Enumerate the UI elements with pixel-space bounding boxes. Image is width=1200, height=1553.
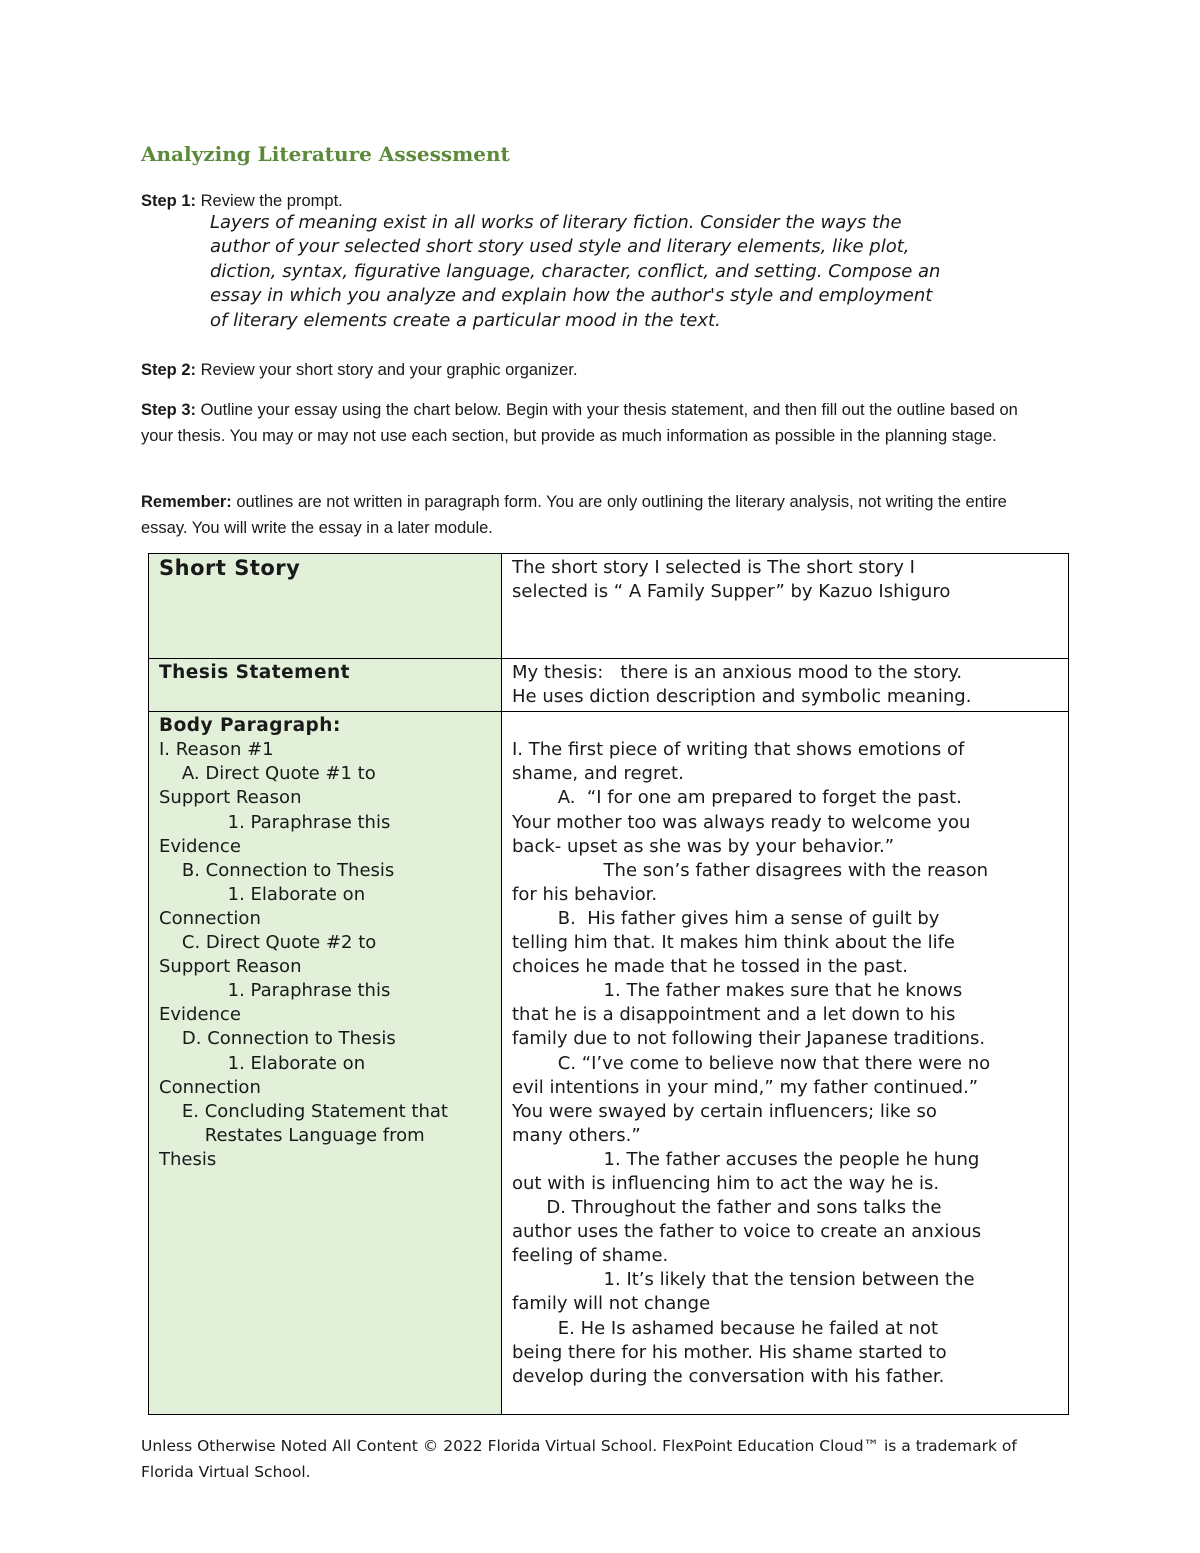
step-2-text: Review your short story and your graphic organizer. bbox=[196, 361, 578, 379]
step-1-text: Review the prompt. bbox=[196, 192, 343, 210]
prompt-line: Layers of meaning exist in all works of literary fiction. Consider the ways the bbox=[210, 212, 902, 233]
thesis-answer-line: My thesis: there is an anxious mood to the story. bbox=[512, 662, 963, 683]
response-line: that he is a disappointment and a let down to his bbox=[512, 1004, 956, 1026]
outline-line: Evidence bbox=[159, 835, 241, 857]
copyright-footer: Unless Otherwise Noted All Content © 2022 Florida Virtual School. FlexPoint Education Cloud™ is a trademark of Florida Virtual School. bbox=[141, 1437, 1017, 1481]
outline-line: Connection bbox=[159, 1076, 261, 1098]
response-line: evil intentions in your mind,” my father continued.” bbox=[512, 1076, 979, 1098]
body-paragraph-label: Body Paragraph: bbox=[159, 715, 341, 737]
spacer-line bbox=[512, 714, 1058, 738]
response-line: A. “I for one am prepared to forget the past. bbox=[512, 787, 962, 809]
outline-line: Restates Language from bbox=[159, 1124, 425, 1146]
outline-line: Support Reason bbox=[159, 956, 302, 978]
response-line: C. “I’ve come to believe now that there were no bbox=[512, 1052, 991, 1074]
body-response-cell bbox=[502, 712, 1069, 1415]
response-line: being there for his mother. His shame started to bbox=[512, 1341, 947, 1363]
remember-label: Remember: bbox=[141, 493, 232, 511]
response-line: B. His father gives him a sense of guilt by bbox=[512, 907, 940, 929]
response-line: feeling of shame. bbox=[512, 1245, 669, 1267]
step-3-label: Step 3: bbox=[141, 401, 197, 419]
response-line: 1. The father accuses the people he hung bbox=[512, 1148, 980, 1170]
outline-line: C. Direct Quote #2 to bbox=[159, 932, 377, 954]
response-line: You were swayed by certain influencers; like so bbox=[512, 1100, 937, 1122]
response-line: The son’s father disagrees with the reason bbox=[512, 859, 988, 881]
short-story-label: Short Story bbox=[159, 556, 301, 580]
response-line: for his behavior. bbox=[512, 883, 658, 905]
short-story-label-cell bbox=[149, 554, 502, 659]
short-story-answer-cell bbox=[502, 554, 1069, 659]
thesis-label: Thesis Statement bbox=[159, 662, 351, 683]
thesis-answer-cell bbox=[502, 659, 1069, 712]
step-1-label: Step 1: bbox=[141, 192, 197, 210]
outline-line: Thesis bbox=[159, 1148, 217, 1170]
outline-line: D. Connection to Thesis bbox=[159, 1028, 396, 1050]
outline-line: B. Connection to Thesis bbox=[159, 859, 395, 881]
thesis-row bbox=[149, 659, 1069, 712]
response-line: out with is influencing him to act the way he is. bbox=[512, 1172, 940, 1194]
prompt-line: of literary elements create a particular mood in the text. bbox=[210, 309, 721, 331]
step-2-label: Step 2: bbox=[141, 361, 197, 379]
short-story-row bbox=[149, 554, 1069, 659]
step-3-text: Outline your essay using the chart below. Begin with your thesis statement, and then fill out the outline based on your thesis. You may or may not use each section, but provide as much information as possible in the planning stage. bbox=[141, 401, 1018, 445]
outline-line: Evidence bbox=[159, 1004, 241, 1026]
outline-line: E. Concluding Statement that bbox=[159, 1100, 448, 1122]
outline-line: A. Direct Quote #1 to bbox=[159, 763, 376, 785]
remember-text: outlines are not written in paragraph form. You are only outlining the literary analysis, not writing the entire essay. You will write the essay in a later module. bbox=[141, 493, 1007, 537]
short-story-answer-line: The short story I selected is The short story I bbox=[512, 557, 915, 578]
outline-line: 1. Elaborate on bbox=[159, 1052, 366, 1074]
response-line: D. Throughout the father and sons talks the bbox=[512, 1197, 942, 1219]
outline-line: 1. Paraphrase this bbox=[159, 811, 391, 833]
response-line: family will not change bbox=[512, 1293, 711, 1315]
short-story-answer-line: selected is “ A Family Supper” by Kazuo Ishiguro bbox=[512, 581, 951, 603]
response-line: 1. The father makes sure that he knows bbox=[512, 980, 963, 1002]
step-2 bbox=[141, 357, 1021, 383]
outline-line: Connection bbox=[159, 907, 261, 929]
body-outline-cell bbox=[149, 712, 502, 1415]
response-line: 1. It’s likely that the tension between the bbox=[512, 1269, 975, 1291]
essay-outline-table bbox=[148, 553, 1069, 1415]
prompt-line: author of your selected short story used style and literary elements, like plot, bbox=[210, 236, 910, 258]
outline-line: 1. Elaborate on bbox=[159, 883, 366, 905]
page-title: Analyzing Literature Assessment bbox=[141, 142, 510, 166]
response-line: Your mother too was always ready to welcome you bbox=[512, 811, 971, 833]
response-line: choices he made that he tossed in the past. bbox=[512, 956, 908, 978]
remember-note bbox=[141, 489, 1021, 541]
prompt-text bbox=[210, 211, 1060, 333]
response-line: telling him that. It makes him think about the life bbox=[512, 932, 955, 954]
prompt-line: diction, syntax, figurative language, character, conflict, and setting. Compose an bbox=[210, 260, 941, 282]
thesis-answer-line: He uses diction description and symbolic meaning. bbox=[512, 686, 972, 708]
outline-line: I. Reason #1 bbox=[159, 739, 274, 761]
outline-line: 1. Paraphrase this bbox=[159, 980, 391, 1002]
response-line: shame, and regret. bbox=[512, 763, 684, 785]
response-line: develop during the conversation with his father. bbox=[512, 1365, 945, 1387]
outline-line: Support Reason bbox=[159, 787, 302, 809]
response-line: back- upset as she was by your behavior.” bbox=[512, 835, 895, 857]
step-3 bbox=[141, 397, 1021, 449]
response-line: author uses the father to voice to create an anxious bbox=[512, 1221, 982, 1243]
body-outline-list bbox=[159, 738, 491, 1172]
response-line: many others.” bbox=[512, 1124, 641, 1146]
response-line: E. He Is ashamed because he failed at not bbox=[512, 1317, 939, 1339]
body-paragraph-row bbox=[149, 712, 1069, 1415]
response-line: family due to not following their Japanese traditions. bbox=[512, 1028, 986, 1050]
response-line: I. The first piece of writing that shows emotions of bbox=[512, 739, 965, 761]
thesis-label-cell bbox=[149, 659, 502, 712]
body-response-list bbox=[512, 738, 1058, 1389]
prompt-line: essay in which you analyze and explain how the author's style and employment bbox=[210, 285, 933, 307]
